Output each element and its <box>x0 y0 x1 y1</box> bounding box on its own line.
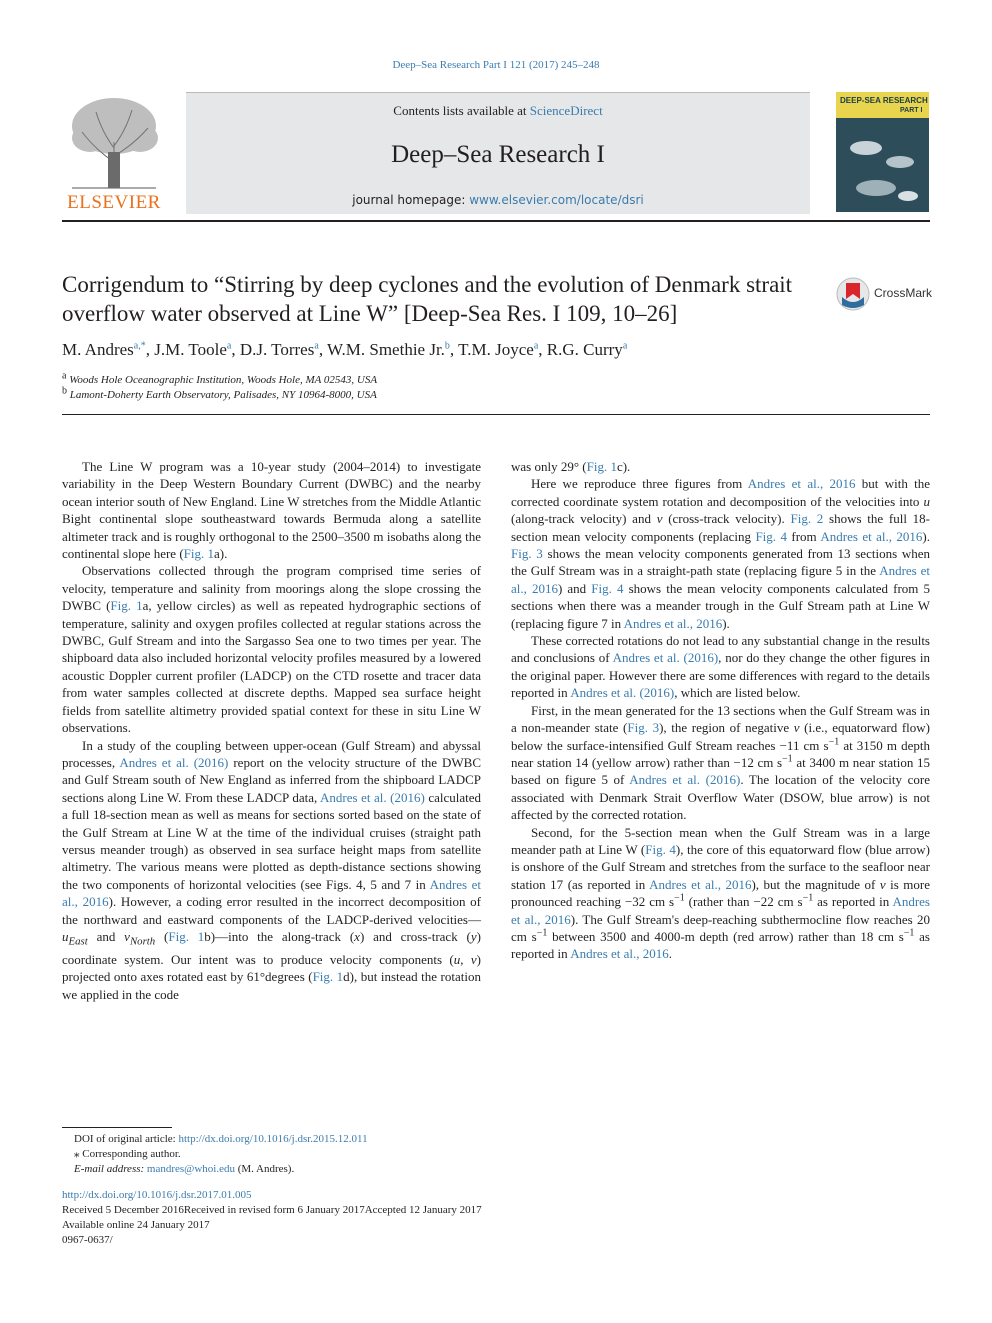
author-name: T.M. Joyce <box>458 340 534 359</box>
reference-link[interactable]: Andres et al., 2016 <box>62 876 481 910</box>
received-dates: Received 5 December 2016Received in revised form 6 January 2017Accepted 12 January 2017 <box>62 1204 482 1216</box>
reference-link[interactable]: Andres et al. (2016) <box>612 650 719 666</box>
header-rule <box>62 220 930 222</box>
affiliation-item <box>62 385 377 403</box>
journal-title: Deep–Sea Research I <box>391 141 605 168</box>
reference-link[interactable]: Fig. 1 <box>168 928 205 944</box>
reference-link[interactable]: Andres et al., 2016 <box>570 946 669 962</box>
email-line <box>62 1162 368 1177</box>
cover-part: PART I <box>900 107 923 114</box>
body-column-right <box>511 458 930 963</box>
original-doi-line <box>62 1132 368 1147</box>
author-name: J.M. Toole <box>154 340 227 359</box>
author-name: R.G. Curry <box>546 340 623 359</box>
reference-link[interactable]: Fig. 1 <box>312 969 344 985</box>
footnotes <box>62 1132 368 1177</box>
author-affiliation-marker[interactable]: b <box>444 340 450 352</box>
reference-link[interactable]: Andres et al., 2016 <box>511 894 930 927</box>
crossmark-label: CrossMark <box>874 286 933 300</box>
reference-link[interactable]: Andres et al., 2016 <box>623 615 723 631</box>
author-name: M. Andres <box>62 340 134 359</box>
reference-link[interactable]: Fig. 2 <box>790 511 824 527</box>
email-label: E-mail address: <box>74 1163 147 1175</box>
author-name: D.J. Torres <box>239 340 315 359</box>
affiliation-text: Woods Hole Oceanographic Institution, Woods Hole, MA 02543, USA <box>66 374 378 386</box>
affiliation-rule <box>62 414 930 415</box>
body-paragraph: The Line W program was a 10-year study (2004–2014) to investigate variability in the Deep Western Boundary Current (DWBC) and the nearby ocean interior south of New England. Line W stretches from the Middle Atlantic Bight continental slope southeastward towards Bermuda along a satellite altimeter track and is roughly orthogonal to the 2500–3500 m isobaths along the continental slope here (Fig. 1a). <box>62 459 481 562</box>
reference-link[interactable]: Andres et al., 2016 <box>820 528 923 544</box>
body-column-left <box>62 458 481 1003</box>
corresponding-author-note: ⁎ Corresponding author. <box>74 1148 181 1160</box>
body-paragraph: Observations collected through the program comprised time series of velocity, temperature and salinity from moorings along the slope crossing the DWBC (Fig. 1a, yellow circles) as well as repeated hydrographic sections of temperature, salinity and oxygen profiles collected at regular stations across the DWBC, Gulf Stream and into the Sargasso Sea one to two times per year. The shipboard data also included horizontal velocity profiles measured by a lowered acoustic Doppler current profiler (LADCP) on the CTD rosette and tracer data from water samples collected at discrete depths. Mapped sea surface height fields from satellite altimetry provided spatial context for these in situ Line W observations. <box>62 563 481 736</box>
affiliation-item <box>62 370 378 388</box>
reference-link[interactable]: Andres et al., 2016 <box>649 876 752 892</box>
journal-masthead <box>186 92 810 214</box>
publisher-name: ELSEVIER <box>67 192 161 213</box>
author-affiliation-marker[interactable]: a <box>622 340 628 352</box>
body-paragraph: In a study of the coupling between upper-ocean (Gulf Stream) and abyssal processes, Andres et al. (2016) report on the velocity structure of the DWBC and Gulf Stream south of New England as inferred from the shipboard LADCP sections along Line W. From these LADCP data, Andres et al. (2016) calculated a full 18-section mean as well as means for sections sorted based on the state of the Gulf Stream at Line W at the time of the individual cruises (straight path versus meander trough) as observed in sea surface height maps from satellite altimetry. The various means were plotted as depth-distance sections showing the two components of horizontal velocities (see Figs. 4, 5 and 7 in Andres et al., 2016). However, a coding error resulted in the incorrect decomposition of the northward and eastward components of the LADCP-derived $velocities—u_{East}$ and $v_{North}$ (Fig. 1b)—into the along-track (x) and cross-track (y) coordinate system. Our intent was to produce velocity components (u, v) projected onto axes rotated east by 61°degrees (Fig. 1d), but instead the rotation we applied in the code <box>62 737 482 1002</box>
affiliations <box>62 370 378 403</box>
email-suffix: (M. Andres). <box>234 1163 295 1175</box>
reference-link[interactable]: Fig. 1 <box>110 598 143 614</box>
homepage-link[interactable]: www.elsevier.com/locate/dsri <box>469 193 644 207</box>
contents-prefix: Contents lists available at <box>393 103 530 118</box>
author-separator: , <box>318 340 328 359</box>
cover-fish-image-icon <box>836 118 929 212</box>
reference-link[interactable]: Fig. 3 <box>627 720 660 736</box>
issn: 0967-0637/ <box>62 1234 113 1246</box>
author-separator: , <box>538 340 547 359</box>
author-separator: , <box>449 340 459 359</box>
body-paragraph: was only 29° (Fig. 1c). <box>511 459 631 474</box>
online-date: Available online 24 January 2017 <box>62 1219 210 1231</box>
author-affiliation-marker[interactable]: a <box>533 340 539 352</box>
author-list <box>62 340 627 360</box>
reference-link[interactable]: Fig. 4 <box>755 528 787 544</box>
reference-link[interactable]: Andres et al. (2016) <box>320 789 425 805</box>
reference-link[interactable]: Andres et al. (2016) <box>629 772 741 788</box>
body-paragraph: Second, for the 5-section mean when the Gulf Stream was in a large meander path at Line W (Fig. 4), the core of this equatorward flow (blue arrow) is onshore of the Gulf Stream and stretches from the surface to the seafloor near station 17 (as reported in Andres et al., 2016), but the magnitude of v is more pronounced reaching −32 cm $s^{-1}$ (rather than −22 cm $s^{-1}$ as reported in Andres et al., 2016). The Gulf Stream's deep-reaching subthermocline flow reaches 20 cm $s^{-1}$ between 3500 and 4000-m depth (red arrow) rather than 18 cm $s^{-1}$ as reported in Andres et al., 2016. <box>511 824 931 962</box>
author-affiliation-marker[interactable]: a <box>226 340 232 352</box>
cover-title: DEEP-SEA RESEARCH <box>840 96 928 105</box>
reference-link[interactable]: Andres et al., 2016 <box>511 563 931 596</box>
reference-link[interactable]: Andres et al., 2016 <box>747 476 856 492</box>
publication-info <box>62 1188 482 1248</box>
original-doi-link[interactable]: http://dx.doi.org/10.1016/j.dsr.2015.12.011 <box>178 1133 368 1145</box>
reference-link[interactable]: Fig. 4 <box>591 580 624 596</box>
reference-link[interactable]: Andres et al. (2016) <box>119 754 229 770</box>
reference-link[interactable]: Fig. 1 <box>586 459 617 474</box>
homepage-line <box>186 193 810 207</box>
body-paragraph: First, in the mean generated for the 13 sections when the Gulf Stream was in a non-meander state (Fig. 3), the region of negative v (i.e., equatorward flow) below the surface-intensified Gulf Stream reaches −11 cm $s^{-1}$ at 3150 m depth near station 14 (yellow arrow) rather than −12 cm $s^{-1}$ at 3400 m near station 15 based on figure 5 of Andres et al. (2016). The location of the velocity core associated with Denmark Strait Overflow Water (DSOW, blue arrow) is not affected by the corrected rotation. <box>511 702 931 823</box>
body-paragraph: Here we reproduce three figures from Andres et al., 2016 but with the corrected coordinate system rotation and decomposition of the velocities into u (along-track velocity) and v (cross-track velocity). Fig. 2 shows the full 18-section mean velocity components (replacing Fig. 4 from Andres et al., 2016). Fig. 3 shows the mean velocity components generated from 13 sections when the Gulf Stream was in a straight-path state (replacing figure 5 in the Andres et al., 2016) and Fig. 4 shows the mean velocity components calculated from 5 sections when there was a meander trough in the Gulf Stream path at Line W (replacing figure 7 in Andres et al., 2016). <box>511 476 931 631</box>
article-title: Corrigendum to “Stirring by deep cyclones and the evolution of Denmark strait overflow water observed at Line W” [Deep-Sea Res. I 109, 10–26] <box>62 272 793 326</box>
author-separator: , <box>145 340 155 359</box>
article-doi-link[interactable]: http://dx.doi.org/10.1016/j.dsr.2017.01.005 <box>62 1189 252 1201</box>
affiliation-marker: a <box>62 370 67 382</box>
affiliation-marker: b <box>62 385 67 397</box>
reference-link[interactable]: Andres et al. (2016) <box>570 685 675 701</box>
homepage-prefix: journal homepage: <box>352 193 470 207</box>
author-affiliation-marker[interactable]: a,* <box>133 340 146 352</box>
email-link[interactable]: mandres@whoi.edu <box>146 1163 235 1175</box>
author-affiliation-marker[interactable]: a <box>314 340 319 352</box>
footnote-rule <box>62 1127 172 1128</box>
contents-line <box>186 103 810 119</box>
body-paragraph: These corrected rotations do not lead to any substantial change in the results and conclusions of Andres et al. (2016), nor do they change the other figures in the original paper. However there are some differences with regard to the details reported in Andres et al. (2016), which are listed below. <box>511 633 930 701</box>
reference-link[interactable]: Fig. 1 <box>183 546 214 562</box>
author-separator: , <box>231 340 240 359</box>
affiliation-text: Lamont-Doherty Earth Observatory, Palisades, NY 10964-8000, USA <box>67 389 377 401</box>
journal-reference[interactable]: Deep–Sea Research Part I 121 (2017) 245–248 <box>392 59 600 71</box>
journal-cover-thumbnail[interactable] <box>836 92 929 212</box>
crossmark-icon <box>836 277 870 311</box>
reference-link[interactable]: Fig. 3 <box>511 546 543 562</box>
doi-label: DOI of original article: <box>74 1133 179 1145</box>
elsevier-logo <box>62 92 166 212</box>
author-name: W.M. Smethie Jr. <box>327 340 445 359</box>
crossmark-badge[interactable] <box>836 277 936 311</box>
reference-link[interactable]: Fig. 4 <box>645 841 676 857</box>
sciencedirect-link[interactable]: ScienceDirect <box>529 103 603 118</box>
